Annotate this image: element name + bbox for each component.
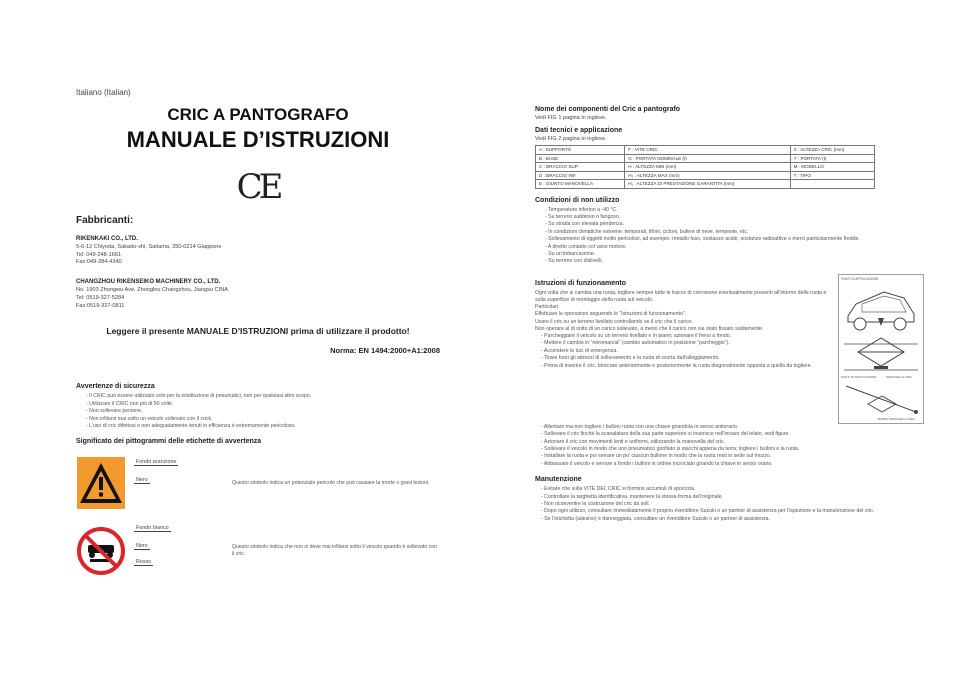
company-address: 5-6-12 Chiyoda, Sakado-shi, Saitama, 350-0214 Giappone [76,243,222,250]
operation-intro-5: Non operare al di sotto di un carico sollevato, a meno che il carico non sia stato fissato saldamente. [535,325,764,332]
list-item: - Sollevamento di oggetti molto pericolosi, ad esempio: metallo fuso, sostanze acide, sostanze radioattive o merci particolarmente fredde. [545,236,924,243]
figure-label-bottom-left: PUNTI DI APPLICAZIONE [841,374,877,379]
pictogram-warning-text: Questo simbolo indica un potenziale pericolo che può causare la morte o gravi lesioni. [232,479,430,486]
operation-intro-4: Usare il cric su un terreno livellato controllando se il cric che il carico. [535,318,693,325]
list-item: - Temperature inferiori a -40 °C. [545,207,924,214]
pictogram-warning-row [76,453,440,513]
conditions-heading: Condizioni di non utilizzo [535,196,620,204]
operation-intro-3: Effettuare le operazioni seguendo le “Istruzioni di funzionamento”. [535,311,687,318]
table-row [536,163,875,172]
table-cell: G : PORTATA NOMINALE (t) [625,154,790,163]
warning-triangle-icon [76,455,126,511]
table-cell: X : ALTEZZA CRIC (mm) [790,146,874,155]
manual-title-line1: CRIC A PANTOGRAFO [167,105,349,124]
company-rikenkaki [76,236,440,267]
table-cell: E : GIUNTO MANOVELLA [536,180,625,189]
list-item: - Non sollevare persone. [86,408,440,415]
figure-caption: BARRA MANOVELLA CRIC [878,416,916,421]
list-item: - Se l’etichetta (adesivo) è danneggiata, consultare un rivenditore Suzuki o un partner di assistenza. [541,516,924,523]
list-item: - Non infilarsi mai sotto un veicolo sollevato con il crick. [86,416,440,423]
list-item: - Prima di inserire il cric, bloccare anteriormente e posteriormente la ruota diagonalmente opposta a quella da togliere. [541,363,832,370]
table-cell: C : BRACCIO SUP. [536,163,625,172]
list-item: - Abbassare il veicolo e serrare a fondo i bulloni in ordine incrociato girando la chiave in senso orario. [541,461,924,468]
conditions-list [535,207,924,266]
company-fax: Fax:0519-327-0811 [76,302,125,309]
ce-mark: CE [236,167,280,207]
no-entry-under-vehicle-icon [76,523,126,579]
list-item: - Non riconvertire la costruzione del cric da soli. [541,501,924,508]
list-item: - Mettere il cambio in “retromarcia” (cambio automatico in posizione “parcheggio”). [541,340,832,347]
table-cell: F : VITE CRIC [625,146,790,155]
table-cell: T : TIPO [790,171,874,180]
read-manual-notice: Leggere il presente MANUALE D’ISTRUZIONI prima di utilizzare il prodotto! [106,326,410,337]
right-page [480,0,960,692]
list-item: - Dopo ogni utilizzo, consultare immediatamente il proprio rivenditore Suzuki o un partner di assistenza per l’ispezione e la manutenzione del cric. [541,508,924,515]
company-name: CHANGZHOU RIKENSEIKO MACHINERY CO., LTD. [76,279,221,286]
table-cell: M : MODELLO [790,163,874,172]
jack-application-figure [838,274,924,424]
norma-standard: Norma: EN 1494:2000+A1:2008 [330,346,440,356]
components-subtext: Vedi FIG 1 pagina in inglese. [535,115,607,121]
list-item: - Sollevare il cric finché la scanalatura della sua parte superiore si inserisce nell’incavo del telaio, vedi figure. [541,431,924,438]
company-address: No. 1903 Zhongwu Ave. Zhonglou Changzhou, Jiangsu CINA [76,286,228,293]
list-item: - Azionare il cric con movimenti lenti e uniformi, utilizzando la manovella del cric. [541,439,924,446]
table-cell: D : BRACCIO INF. [536,171,625,180]
safety-list [76,393,440,430]
list-item: - Tirare fuori gli attrezzi di sollevamento e la ruota di scorta dall’alloggiamento. [541,355,832,362]
pictogram-prohibit-row [76,521,440,581]
list-item: - Utilizzare il CRIC non più di 50 volte. [86,401,440,408]
label-red: Rosso [136,559,152,566]
table-row [536,171,875,180]
operation-intro-2: Particolari. [535,304,560,311]
list-item: - Su un’imbarcazione. [545,251,924,258]
table-cell: H₂ : ALTEZZA MAX (mm) [625,171,790,180]
list-item: - Su terreno sabbioso o fangoso. [545,214,924,221]
manual-title-line2: MANUALE D’ISTRUZIONI [126,127,390,152]
pictogram-prohibit-text: Questo simbolo indica che non si deve mai infilarsi sotto il veicolo quando è sollevato con il cric. [232,544,438,558]
components-heading: Nome dei componenti del Cric a pantografo [535,106,681,113]
table-cell: A : SUPPORTO [536,146,625,155]
components-table [535,145,875,189]
maintenance-heading: Manutenzione [535,476,582,484]
table-row [536,180,875,189]
table-cell: Y : PORTATA (t) [790,154,874,163]
label-orange-background: Fondo arancione [136,459,177,466]
maintenance-list [535,486,924,523]
list-item: - Sollevare il veicolo in modo che uno pneumatico gonfiato si stacchi appena da terra; togliere i bulloni e la ruota. [541,446,924,453]
label-white-background: Fondo bianco [136,525,169,532]
table-cell [790,180,874,189]
pictogram-warning-labels [126,455,226,511]
table-cell: B : BASE [536,154,625,163]
company-changzhou [76,279,440,310]
list-item: - Accendere le luci di emergenza. [541,348,832,355]
company-name: RIKENKAKI CO., LTD. [76,236,138,242]
table-row [536,154,875,163]
safety-heading: Avvertenze di sicurezza [76,383,155,391]
list-item: - Su terreno con dislivelli. [545,258,924,265]
language-label: Italiano (Italian) [76,88,131,97]
table-row [536,146,875,155]
pictogram-prohibit-labels [126,523,226,579]
tech-data-subtext: Vedi FIG 2 pagina in inglese. [535,136,607,142]
manufacturers-heading: Fabbricanti: [76,215,134,226]
operation-section [535,274,924,424]
operation-heading: Istruzioni di funzionamento [535,279,626,287]
figure-label-top: PUNTI DI APPLICAZIONE [841,276,879,281]
list-item: - A diretto contatto col vano motore. [545,244,924,251]
company-fax: Fax:049-284-4340 [76,259,122,266]
operation-text [535,274,832,424]
company-tel: Tel: 049-248-1661 [76,251,122,258]
tech-data-heading: Dati tecnici e applicazione [535,127,623,134]
list-item: - Allentare ma non togliere i bulloni ruota con una chiave girandola in senso antiorario. [541,424,924,431]
list-item: - L’uso di cric difettosi o non adeguatamente tenuti in efficienza è estremamente pericoloso. [86,423,440,430]
list-item: - Controllare la targhetta identificativa, mantenere la stessa forma dell’originale. [541,494,924,501]
list-item: - Installare la ruota e poi serrare un po’ ciascun bullone in modo che la ruota resti in sede sul mozzo. [541,453,924,460]
company-tel: Tel: 0519-327-5284 [76,294,125,301]
table-cell: H : ALTEZZA MIN (mm) [625,163,790,172]
label-black: Nero [136,477,148,484]
operation-steps-list [535,333,832,370]
list-item: - Parcheggiare il veicolo su un terreno livellato e in piano; azionare il freno a fondo. [541,333,832,340]
list-item: - Evitare che sulla VITE DEL CRIC si formino accumuli di sporcizia. [541,486,924,493]
table-cell: H₁ : ALTEZZA DI PRESTAZIONE GARANTITA (mm) [625,180,790,189]
label-black: Nero [136,543,148,550]
list-item: - Su strada con elevata pendenza. [545,221,924,228]
operation-intro: Ogni volta che si cambia una ruota, togliere sempre tutte le tracce di corrosione eventualmente presenti all’interno della ruota e sulla superficie di montaggio della ruota sul veicolo. [535,289,827,303]
pictograms-heading: Significato dei pittogrammi delle etichette di avvertenza [76,438,262,446]
figure-label-bottom-right: MANOVELLA CRIC [886,374,913,379]
list-item: - Il CRIC può essere utilizzato solo per la sostituzione di pneumatici, non per qualsiasi altro scopo. [86,393,440,400]
list-item: - In condizioni climatiche estreme: temporali, tifoni, cicloni, bufere di neve, tempeste, etc. [545,229,924,236]
operation-steps-list-continued [535,424,924,468]
